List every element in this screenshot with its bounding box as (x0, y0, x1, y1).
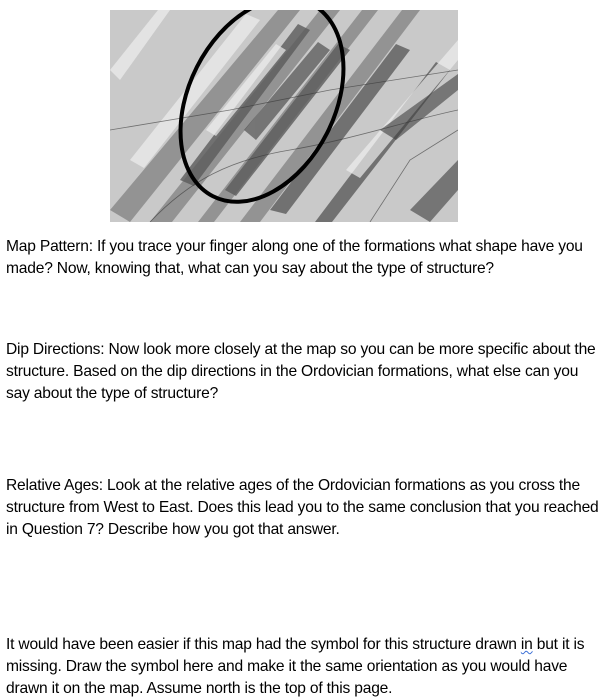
question-relative-ages: Relative Ages: Look at the relative ages of the Ordovician formations as you cross the structure from West to East. Does this lead you to the same conclusion that you reached in Question 7? Describe how you got that answer. (6, 477, 599, 538)
question-structure-symbol (6, 634, 602, 700)
question-symbol-text-after: but it is missing. Draw the symbol here and make it the same orientation as you would have drawn it on the map. Assume north is the top of this page. (6, 636, 585, 697)
question-map-pattern: Map Pattern: If you trace your finger along one of the formations what shape have you made? Now, knowing that, what can you say about the type of structure? (6, 238, 583, 277)
geologic-map-image (110, 10, 458, 222)
spellcheck-underlined-word: in (520, 636, 533, 653)
question-symbol-text-before: It would have been easier if this map had the symbol for this structure drawn (6, 636, 521, 653)
question-dip-directions: Dip Directions: Now look more closely at the map so you can be more specific about the structure. Based on the dip directions in the Ordovician formations, what else can you say about the type of structure? (6, 341, 596, 402)
geologic-map-icon (110, 10, 458, 222)
